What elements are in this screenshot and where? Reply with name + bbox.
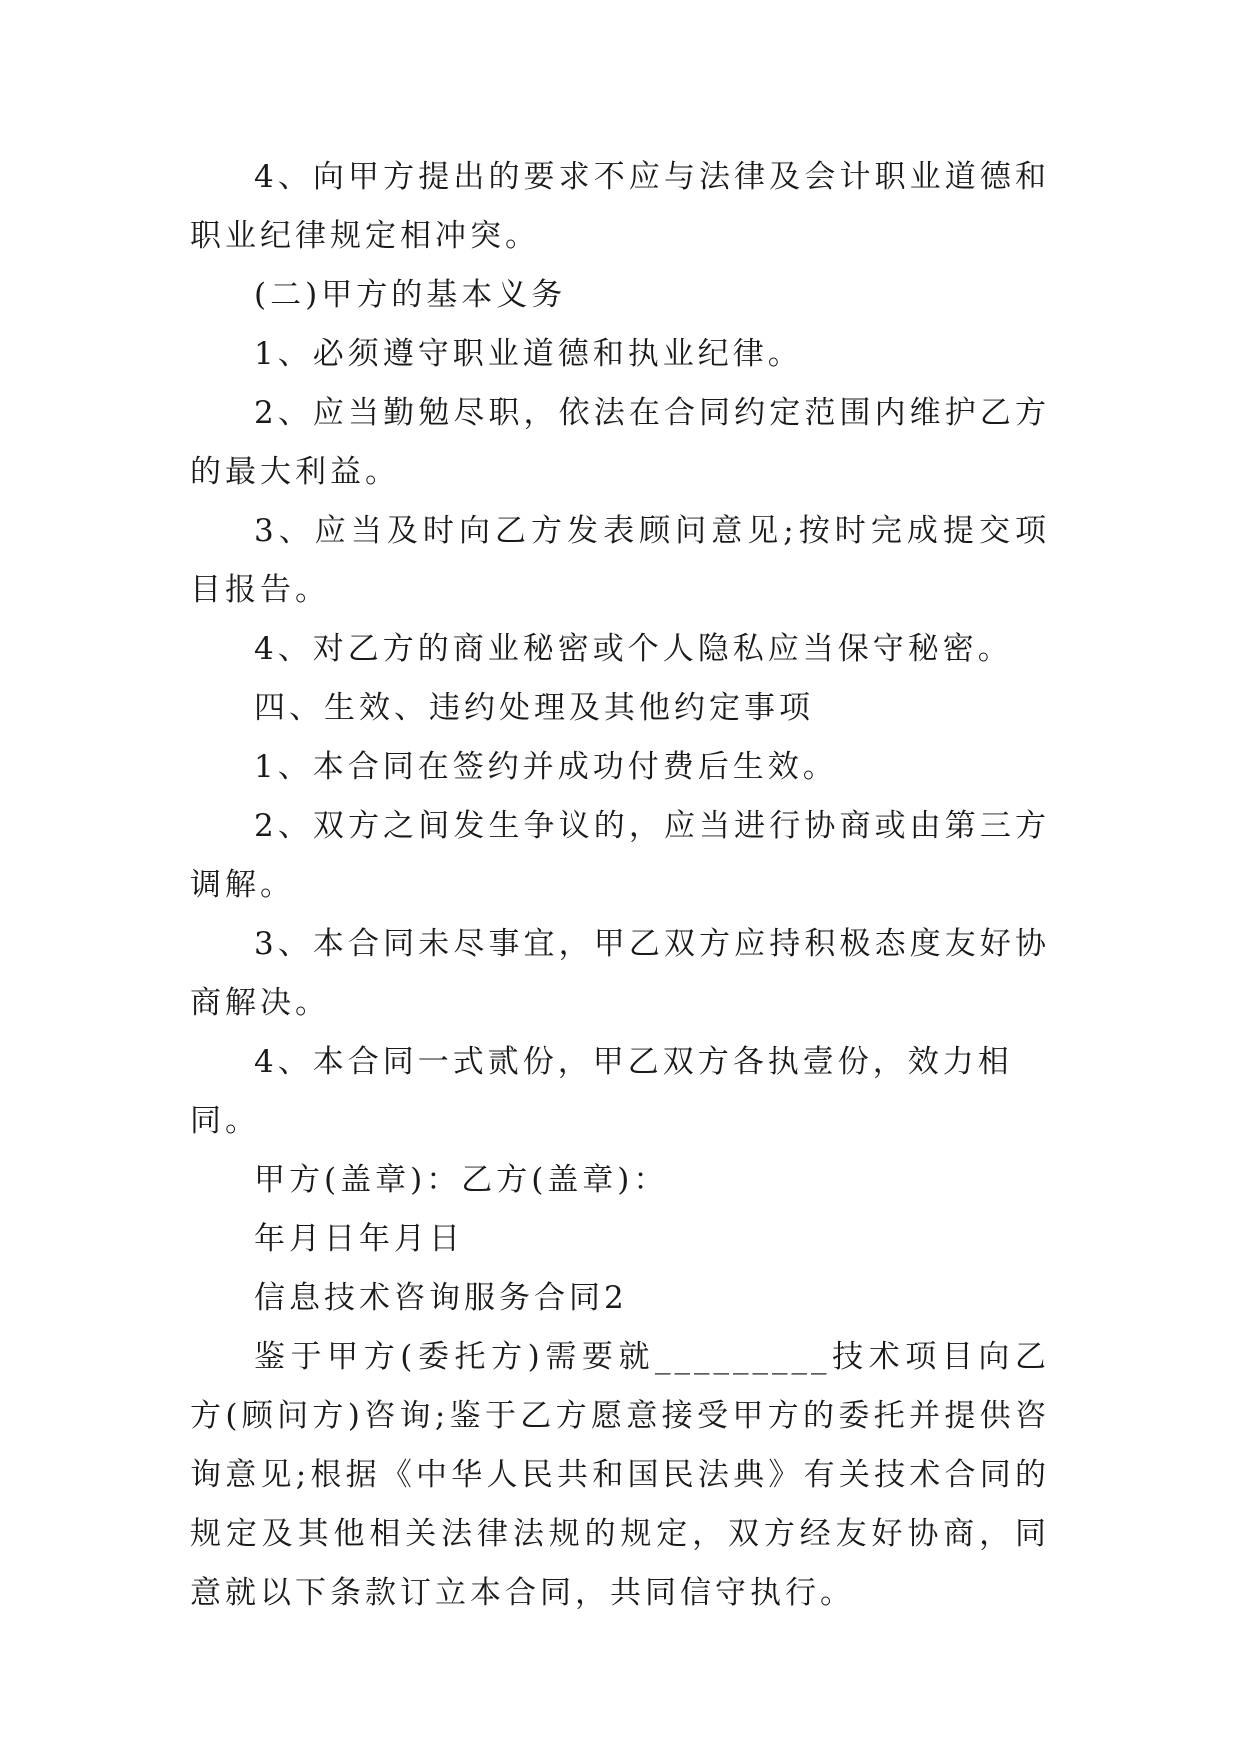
paragraph-dispute-resolution: 2、双方之间发生争议的，应当进行协商或由第三方调解。 — [190, 808, 1050, 903]
paragraph-obligation-confidentiality: 4、对乙方的商业秘密或个人隐私应当保守秘密。 — [254, 631, 1013, 667]
document-body — [190, 148, 1050, 1623]
paragraph-obligation-timely-opinion: 3、应当及时向乙方发表顾问意见;按时完成提交项目报告。 — [190, 513, 1050, 608]
paragraph-party-a-requirements-compliance: 4、向甲方提出的要求不应与法律及会计职业道德和职业纪律规定相冲突。 — [190, 159, 1050, 254]
paragraph-obligation-diligence: 2、应当勤勉尽职，依法在合同约定范围内维护乙方的最大利益。 — [190, 395, 1050, 490]
heading-party-a-basic-obligations: (二)甲方的基本义务 — [254, 277, 567, 313]
paragraph-preamble-contract-2: 鉴于甲方(委托方)需要就_________技术项目向乙方(顾问方)咨询;鉴于乙方愿意接受甲方的委托并提供咨询意见;根据《中华人民共和国民法典》有关技术合同的规定及其他相关法律法规的规定，双方经友好协商，同意就以下条款订立本合同，共同信守执行。 — [190, 1339, 1050, 1611]
paragraph-unresolved-matters: 3、本合同未尽事宜，甲乙双方应持积极态度友好协商解决。 — [190, 926, 1050, 1021]
signature-seal-line: 甲方(盖章)：乙方(盖章)： — [254, 1162, 669, 1198]
section-title-contract-2: 信息技术咨询服务合同2 — [254, 1280, 628, 1316]
signature-date-line: 年月日年月日 — [254, 1221, 464, 1257]
paragraph-effective-upon-payment: 1、本合同在签约并成功付费后生效。 — [254, 749, 838, 785]
paragraph-copies-equal-effect: 4、本合同一式贰份，甲乙双方各执壹份，效力相同。 — [190, 1044, 1013, 1139]
heading-effectiveness-breach-other: 四、生效、违约处理及其他约定事项 — [254, 690, 814, 726]
paragraph-obligation-ethics: 1、必须遵守职业道德和执业纪律。 — [254, 336, 803, 372]
